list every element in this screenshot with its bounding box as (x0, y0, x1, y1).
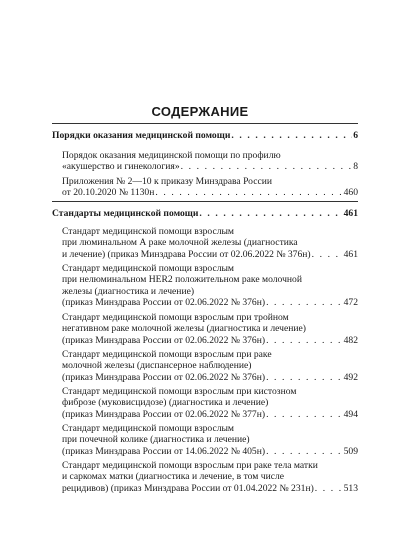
toc-entry-title: фиброзе (муковисцидозе) (диагностика и лечение) (62, 397, 269, 409)
toc-entry-title: «акушерство и гинекология» (62, 161, 180, 173)
toc-entry-title: Стандарт медицинской помощи взрослым при кистозном (62, 386, 297, 397)
leader-dots (231, 130, 352, 141)
toc-entry-title: при люминальном А раке молочной железы (диагностика (62, 237, 298, 249)
page-title: СОДЕРЖАНИЕ (151, 104, 249, 119)
leader-dots (266, 297, 343, 308)
toc-entry-title: Стандарт медицинской помощи взрослым при тройном (62, 312, 289, 323)
toc-entry-title: Приложения № 2—10 к приказу Минздрава России (62, 176, 272, 187)
toc-entry-title: и саркомах матки (диагностика и лечение, в том числе (62, 471, 285, 483)
toc-page-number: 482 (343, 334, 358, 346)
leader-dots (266, 335, 343, 346)
toc-entry-uterine-cancer[interactable] (62, 460, 358, 494)
toc-entry-title: (приказ Минздрава России от 02.06.2022 № 376н) (62, 297, 266, 309)
toc-entry-title: Стандарт медицинской помощи взрослым (62, 423, 235, 434)
toc-entry-obstetrics-procedure[interactable] (62, 150, 358, 173)
toc-entry-her2[interactable] (62, 263, 358, 309)
toc-page-number: 6 (353, 130, 358, 141)
toc-page-number: 472 (343, 297, 358, 309)
leader-dots (312, 249, 343, 260)
leader-dots (266, 409, 343, 420)
toc-entry-title: от 20.10.2020 № 1130н (62, 187, 155, 199)
toc-section-standards[interactable] (52, 208, 358, 219)
toc-entry-title: (приказ Минздрава России от 02.06.2022 № 377н) (62, 408, 266, 420)
toc-page-number: 492 (343, 371, 358, 383)
toc-entry-appendices[interactable] (62, 176, 358, 199)
toc-entry-title: негативном раке молочной железы (диагностика и лечение) (62, 323, 306, 335)
toc-entry-title: Стандарт медицинской помощи взрослым при раке тела матки (62, 460, 318, 471)
toc-page-number: 461 (343, 248, 358, 260)
toc-entry-title: и лечение) (приказ Минздрава России от 02.06.2022 № 376н) (62, 248, 311, 260)
toc-entry-triple-negative[interactable] (62, 312, 358, 346)
toc-entry-renal-colic[interactable] (62, 423, 358, 457)
leader-dots (181, 161, 353, 172)
leader-dots (266, 446, 343, 457)
toc-page-number: 461 (343, 208, 358, 219)
toc-entry-title: Порядки оказания медицинской помощи (52, 130, 231, 141)
leader-dots (266, 372, 343, 383)
toc-page-number: 8 (353, 161, 358, 173)
toc-page-number: 509 (343, 445, 358, 457)
leader-dots (199, 208, 342, 219)
leader-dots (155, 187, 342, 198)
toc-entry-luminal-a[interactable] (62, 226, 358, 260)
toc-entry-title: (приказ Минздрава России от 02.06.2022 № 376н) (62, 334, 266, 346)
toc-entry-cystic-fibrosis[interactable] (62, 386, 358, 420)
toc-entry-title: молочной железы (диспансерное наблюдение) (62, 360, 252, 372)
toc-section-procedures[interactable] (52, 130, 358, 141)
toc-page-number: 494 (343, 408, 358, 420)
divider-top (52, 123, 358, 124)
divider-middle (52, 201, 358, 202)
toc-entry-title: Стандарт медицинской помощи взрослым при раке (62, 349, 272, 360)
toc-entry-title: при почечной колике (диагностика и лечение) (62, 434, 250, 446)
toc-entry-title: рецидивов) (приказ Минздрава России от 01.04.2022 № 231н) (62, 482, 314, 494)
leader-dots (315, 483, 343, 494)
toc-entry-title: Стандарт медицинской помощи взрослым (62, 263, 235, 274)
toc-entry-title: (приказ Минздрава России от 02.06.2022 № 376н) (62, 371, 266, 383)
toc-entry-title: (приказ Минздрава России от 14.06.2022 № 405н) (62, 445, 266, 457)
toc-entry-dispensary[interactable] (62, 349, 358, 383)
toc-entry-title: Стандарт медицинской помощи взрослым (62, 226, 235, 237)
toc-entry-title: Порядок оказания медицинской помощи по профилю (62, 150, 281, 161)
toc-entry-title: при нелюминальном HER2 положительном раке молочной (62, 274, 302, 286)
toc-entry-title: железы (диагностика и лечение) (62, 285, 195, 297)
toc-page-number: 460 (343, 187, 358, 199)
toc-entry-title: Стандарты медицинской помощи (52, 208, 199, 219)
toc-page-number: 513 (343, 482, 358, 494)
